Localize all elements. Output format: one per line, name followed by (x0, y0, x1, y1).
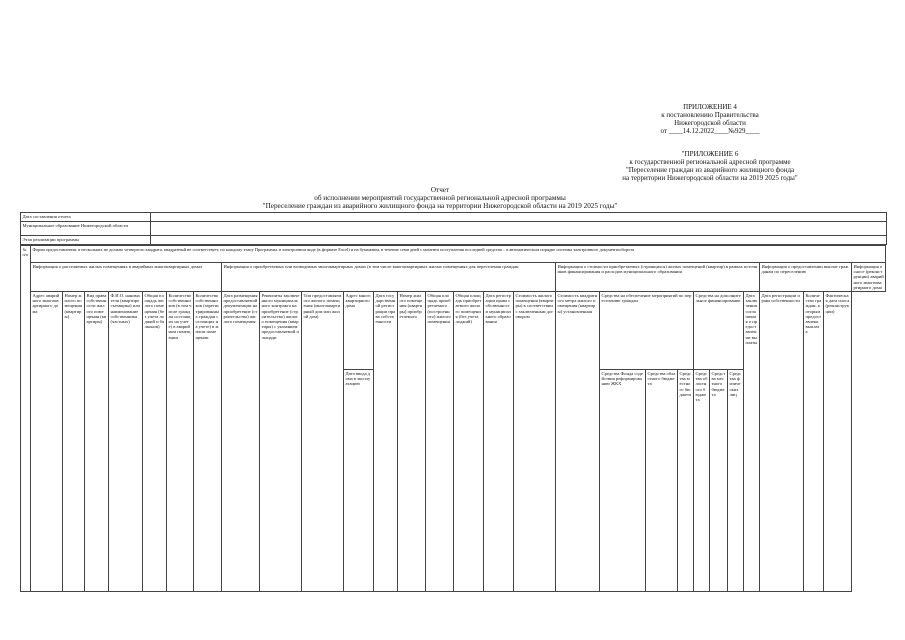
col-payment-recipients: Количество граждан, которым предоставлена выплата (804, 292, 824, 592)
col-docs-date: Дата размещения предоставляемой документации на приобретение (строительства) жилого помещения (222, 292, 260, 592)
sub-local-budget-additional: Средства местного бюджета (710, 370, 728, 592)
col-contract-details: Реквизиты заключенного муниципального контракта на приобретение (строительство) жилого помещения (квартиры) с указанием предоставляемой площади (260, 292, 302, 592)
col-demolition-date: Фактическая дата сноса (реконструкции) (824, 292, 852, 592)
meta-label: Дата составления отчета (21, 213, 151, 222)
col-new-apartment-number: Номер жилого помещения (квартиры) приобретаемого (398, 292, 426, 592)
annex-6-line: к государственной региональной адресной программе (629, 158, 791, 166)
report-title: Отчет (430, 186, 450, 194)
group-cost-header: Информация о стоимости приобретаемых (строящихся) жилых помещений (квартир) в рамках источников финансирования и расходов муниципального образования (556, 263, 760, 292)
col-address: Адрес аварийного многоквартирного дома (31, 292, 63, 592)
group-header-row (21, 263, 886, 292)
annex-6-title: "ПРИЛОЖЕНИЕ 6 (681, 150, 739, 158)
instruction-row (21, 246, 886, 263)
meta-label: Этап реализации программы (21, 236, 151, 245)
col-area: Общая площадь жилого помещения (без учета лоджий и балконов) (143, 292, 167, 592)
col-new-area-net: Общая площадь приобретаемого жилого помещения (без учета лоджий) (454, 292, 484, 592)
instruction-text: Форма предоставления: в нескольких не должно четвертого квадрата, квадратный не соответствует, по каждому этапу Программы. в электронном виде (в формате Excel) и на бумажном, в течение семи дней с момента поступления последней средства – в автоматическом порядке системы электронного документооборота (31, 246, 886, 263)
group-demolition-header: Информация о сносе (реконструкции) аварийного многоквартирного дома (852, 263, 886, 292)
group-payments-header: Информация о предоставлении выплат гражданам по переселению (760, 263, 852, 292)
col-commissioning-date: Дата ввода дома в эксплуатацию (344, 370, 374, 592)
meta-label: Муниципальное образование Нижегородской области (21, 222, 151, 236)
annex-6-line: на территории Нижегородской области на 2019 2025 годы" (622, 174, 798, 182)
col-new-area: Общая площадь приобретаемого (построенного) жилого помещения (426, 292, 454, 592)
col-program-funds: Средства на обеспечение мероприятий по переселению граждан (600, 292, 694, 370)
meta-value[interactable] (151, 213, 887, 222)
sub-individuals-funds: Средства физических лиц (728, 370, 744, 592)
col-ownership-date: Дата государственной регистрации права собственности (374, 292, 398, 592)
annex-4-line: к постановлению Правительства (661, 111, 759, 119)
col-new-house-address: Адрес многоквартирного дома (344, 292, 374, 370)
col-payment-reg-date: Дата регистрации права собственности (760, 292, 804, 592)
annex-6-block (570, 150, 850, 182)
col-contract-cost: Стоимость жилого помещения (квартиры) в соответствии с заключенным договором (514, 292, 556, 592)
report-form (20, 212, 886, 592)
col-registered-count: Количество собственников (зарегистрированных граждан состоящих на учете) в жилом помещении (194, 292, 222, 592)
col-sqm-cost: Стоимость квадратного метра жилого помещения (квартиры) установленная (556, 292, 600, 592)
col-owner-name: Ф.И.О. нанимателя (квартиросъемщика) или наименование собственника (частных) (109, 292, 143, 592)
sub-regional-budget-additional: Средства областного бюджета (694, 370, 710, 592)
main-table (20, 245, 886, 592)
col-additional-funds: Средства на дополнительное финансирование (694, 292, 744, 370)
sub-local-budget: Средства местного бюджета (678, 370, 694, 592)
col-apartment-number: Номер жилого помещения (квартиры) (63, 292, 85, 592)
group-resettled-header: Информация о расселяемых жилых помещениях в аварийных многоквартирных домах (31, 263, 222, 292)
col-payment-agreement-date: Дата заключения соглашения о предоставлении выплаты (744, 292, 760, 592)
report-program-name: "Переселение граждан из аварийного жилищного фонда на территории Нижегородской области на 2019 2025 годы" (262, 202, 618, 210)
annex-4-title: ПРИЛОЖЕНИЕ 4 (683, 103, 737, 111)
report-title-block (160, 186, 720, 210)
sub-fund-reform: Средства Фонда содействия реформированию ЖКХ (600, 370, 646, 592)
col-ownership-type: Вид права собственности жилого помещения (квартиры) (85, 292, 109, 592)
meta-value[interactable] (151, 222, 887, 236)
annex-4-date: от ____14.12.2022____№929____ (660, 127, 760, 135)
annex-4-line: Нижегородской области (674, 119, 746, 127)
meta-row (21, 222, 887, 236)
col-housing-type: Тип предоставляемого жилого помещения (многоквартирный дом или жилой дом) (302, 292, 344, 592)
sub-regional-budget: Средства областного бюджета (646, 370, 678, 592)
meta-value[interactable] (151, 236, 887, 245)
column-header-row (21, 292, 886, 370)
group-acquired-header: Информация о приобретаемых или возводимых многоквартирных домах (в том числе многоквартирных жилых помещениях для переселения граждан (222, 263, 556, 292)
row-number-header: № п/п (21, 246, 31, 592)
meta-row (21, 213, 887, 222)
col-municipal-reg-date: Дата регистрации права собственности муниципального образования (484, 292, 514, 592)
meta-table (20, 212, 887, 245)
meta-row (21, 236, 887, 245)
annex-4-block (610, 103, 810, 135)
annex-6-line: "Переселение граждан из аварийного жилищного фонда (625, 166, 795, 174)
report-subtitle: об исполнении мероприятий государственной региональной адресной программы (314, 194, 566, 202)
col-owner-count: Количество собственников (в том числе граждан состоящих на учете) в аварийном помещении (167, 292, 194, 592)
